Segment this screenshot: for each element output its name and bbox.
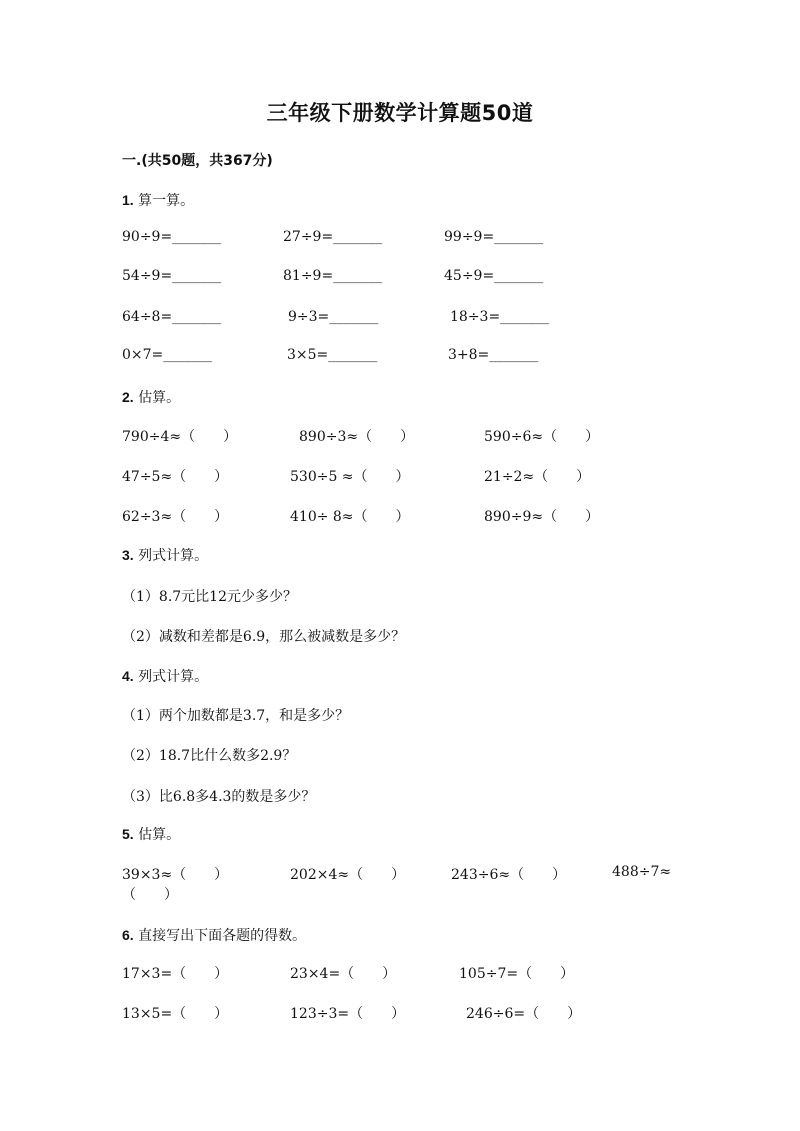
problem: 410÷ 8≈（ ） [290, 509, 410, 525]
q4-item-3: （3）比6.8多4.3的数是多少？ [122, 789, 316, 805]
problem: 17×3=（ ） [122, 966, 229, 982]
question-label: 算一算。 [138, 193, 195, 209]
problem: 790÷4≈（ ） [122, 429, 238, 445]
problem: 530÷5 ≈（ ） [290, 469, 410, 485]
q2-row-3 [0, 506, 800, 530]
problem: 3+8=_______ [448, 347, 539, 363]
q3-item-1: （1）8.7元比12元少多少？ [122, 589, 297, 605]
q1-row-1 [0, 229, 800, 253]
problem: 81÷9=_______ [283, 268, 383, 284]
problem: 246÷6=（ ） [466, 1006, 582, 1022]
problem: 590÷6≈（ ） [484, 429, 600, 445]
q1-row-2 [0, 268, 800, 292]
problem: 243÷6≈（ ） [451, 867, 567, 883]
question-3-heading [122, 545, 208, 565]
section-heading: 一.(共50题，共367分) [122, 153, 273, 169]
problem: 54÷9=_______ [122, 268, 222, 284]
problem: 45÷9=_______ [444, 268, 544, 284]
problem: 202×4≈（ ） [290, 867, 406, 883]
question-label: 估算。 [138, 827, 181, 843]
q4-item-2: （2）18.7比什么数多2.9？ [122, 748, 297, 764]
q1-row-3 [0, 309, 800, 333]
q6-row-2 [0, 1003, 800, 1027]
question-number: 5. [122, 826, 134, 842]
q3-item-2: （2）减数和差都是6.9，那么被减数是多少？ [122, 629, 406, 645]
q1-row-4 [0, 347, 800, 371]
question-label: 直接写出下面各题的得数。 [138, 928, 307, 944]
q4-item-1: （1）两个加数都是3.7，和是多少？ [122, 708, 350, 724]
problem: 9÷3=_______ [288, 309, 379, 325]
question-5-heading [122, 824, 180, 844]
problem: 21÷2≈（ ） [484, 469, 591, 485]
problem: 123÷3=（ ） [290, 1006, 406, 1022]
q6-row-1 [0, 963, 800, 987]
question-label: 列式计算。 [138, 548, 209, 564]
q2-row-2 [0, 466, 800, 490]
question-label: 估算。 [138, 390, 181, 406]
problem: 3×5=_______ [287, 347, 378, 363]
question-1-heading [122, 190, 194, 210]
problem: 62÷3≈（ ） [122, 509, 229, 525]
question-number: 6. [122, 927, 134, 943]
question-label: 列式计算。 [138, 669, 209, 685]
problem: 64÷8=_______ [122, 309, 222, 325]
q5-wrapped-blank: （ ） [122, 887, 178, 903]
q2-row-1 [0, 426, 800, 450]
question-2-heading [122, 387, 180, 407]
problem: 18÷3=_______ [450, 309, 550, 325]
question-4-heading [122, 666, 208, 686]
question-number: 4. [122, 668, 134, 684]
problem: 39×3≈（ ） [122, 867, 229, 883]
problem: 488÷7≈ [612, 864, 672, 880]
problem: 23×4=（ ） [290, 966, 397, 982]
problem: 90÷9=_______ [122, 229, 222, 245]
question-number: 1. [122, 192, 134, 208]
question-6-heading [122, 925, 306, 945]
problem: 890÷3≈（ ） [299, 429, 415, 445]
problem: 13×5=（ ） [122, 1006, 229, 1022]
q5-row [0, 864, 800, 888]
page-title: 三年级下册数学计算题50道 [266, 101, 534, 125]
problem: 47÷5≈（ ） [122, 469, 229, 485]
problem: 105÷7=（ ） [459, 966, 575, 982]
problem: 27÷9=_______ [283, 229, 383, 245]
problem: 890÷9≈（ ） [484, 509, 600, 525]
question-number: 2. [122, 389, 134, 405]
problem: 0×7=_______ [122, 347, 213, 363]
question-number: 3. [122, 547, 134, 563]
problem: 99÷9=_______ [444, 229, 544, 245]
